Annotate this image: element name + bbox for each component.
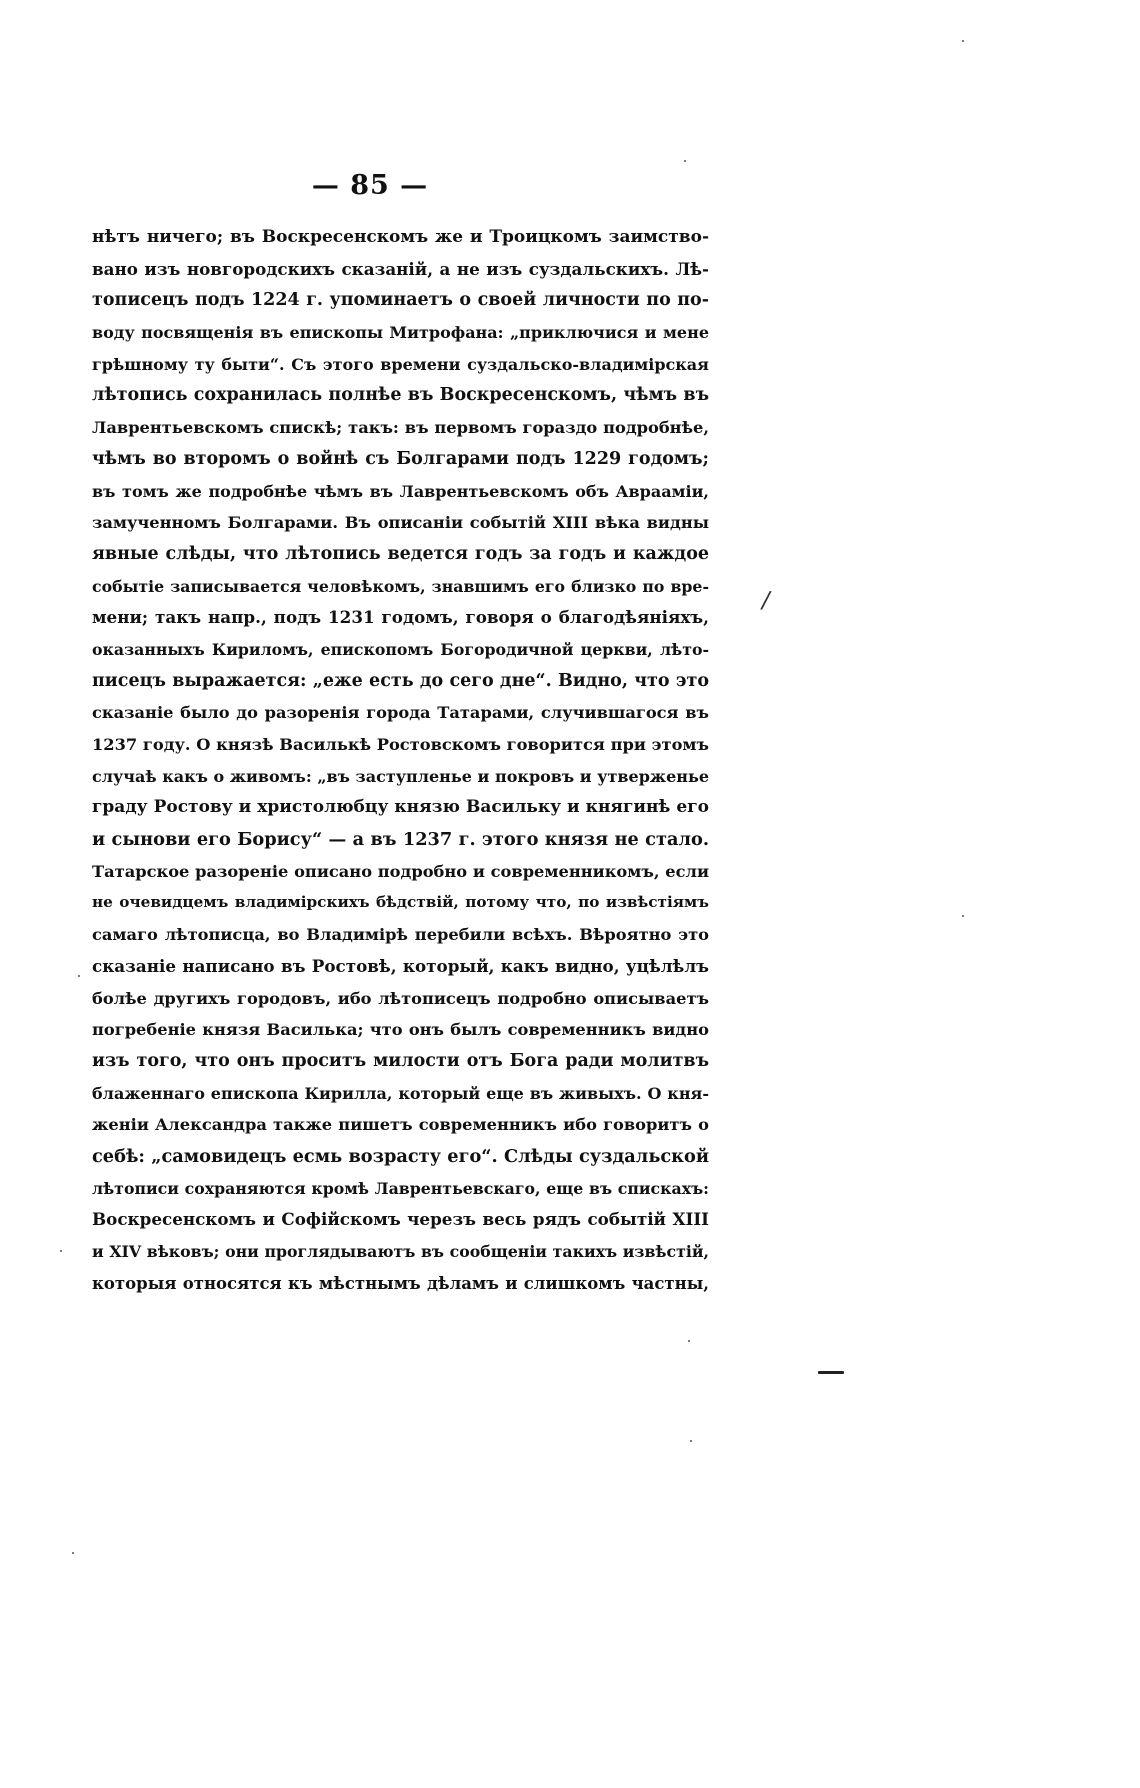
margin-mark: / [759,585,773,615]
text-line: событіе записывается человѣкомъ, знавшимъ его близко по вре- [92,576,709,596]
text-line: воду посвященія въ епископы Митрофана: „приключися и мене [92,323,709,343]
text-line: самаго лѣтописца, во Владимірѣ перебили всѣхъ. Вѣроятно это [92,925,709,945]
margin-dash [818,1371,844,1374]
scan-speck [72,1552,74,1554]
scan-speck [688,1340,690,1342]
text-line: и сынови его Борису“ — а въ 1237 г. этого князя не стало. [92,829,709,851]
text-line: нѣтъ ничего; въ Воскресенскомъ же и Троицкомъ заимство- [92,227,709,247]
text-line: вано изъ новгородскихъ сказаній, а не изъ суздальскихъ. Лѣ- [92,258,709,279]
body-text [92,222,709,1299]
text-line: писецъ выражается: „еже есть до сего дне“. Видно, что это [92,670,709,691]
text-line: Лаврентьевскомъ спискѣ; такъ: въ первомъ гораздо подробнѣе, [92,418,709,438]
text-line: болѣе другихъ городовъ, ибо лѣтописецъ подробно описываетъ [92,988,709,1008]
text-line: и XIV вѣковъ; они проглядываютъ въ сообщеніи такихъ извѣстій, [92,1242,709,1261]
text-line: Воскресенскомъ и Софійскомъ черезъ весь рядъ событій XIII [92,1209,709,1230]
scan-speck [690,1440,692,1442]
text-line: замученномъ Болгарами. Въ описаніи событій XIII вѣка видны [92,513,709,533]
text-line: женіи Александра также пишетъ современникъ ибо говоритъ о [92,1115,709,1135]
text-line: Татарское разореніе описано подробно и современникомъ, если [92,861,709,881]
text-line: которыя относятся къ мѣстнымъ дѣламъ и слишкомъ частны, [92,1273,709,1293]
text-line: лѣтопись сохранилась полнѣе въ Воскресенскомъ, чѣмъ въ [92,385,709,406]
scan-speck [60,1250,62,1252]
scan-speck [962,40,964,42]
text-line: мени; такъ напр., подъ 1231 годомъ, говоря о благодѣяніяхъ, [92,607,709,628]
text-line: изъ того, что онъ проситъ милости отъ Бога ради молитвъ [92,1050,709,1071]
text-line: сказаніе написано въ Ростовѣ, который, какъ видно, уцѣлѣлъ [92,955,709,976]
text-line: 1237 году. О князѣ Василькѣ Ростовскомъ говорится при этомъ [92,735,709,754]
text-line: чѣмъ во второмъ о войнѣ съ Болгарами подъ 1229 годомъ; [92,448,709,469]
text-line: случаѣ какъ о живомъ: „въ заступленье и покровъ и утверженье [92,766,709,786]
text-line: явные слѣды, что лѣтопись ведется годъ за годъ и каждое [92,543,709,564]
text-line: грѣшному ту быти“. Съ этого времени суздальско-владимірская [92,354,709,374]
text-line: себѣ: „самовидецъ есмь возрасту его“. Слѣды суздальской [92,1145,709,1167]
scan-speck [962,915,964,917]
text-line: въ томъ же подробнѣе чѣмъ въ Лаврентьевскомъ объ Авраамiи, [92,481,709,501]
scan-speck [78,975,80,977]
page-number: — 85 — [311,170,429,201]
text-line: лѣтописи сохраняются кромѣ Лаврентьевскаго, еще въ спискахъ: [92,1178,709,1198]
text-line: не очевидцемъ владимірскихъ бѣдствій, потому что, по извѣстіямъ [92,893,709,912]
text-line: блаженнаго епископа Кирилла, который еще въ живыхъ. О кня- [92,1083,709,1103]
text-line: граду Ростову и христолюбцу князю Васильку и княгинѣ его [92,797,709,818]
text-line: погребеніе князя Василька; что онъ былъ современникъ видно [92,1020,709,1040]
text-line: тописецъ подъ 1224 г. упоминаетъ о своей личности по по- [92,290,709,311]
text-line: оказанныхъ Кириломъ, епископомъ Богородичной церкви, лѣто- [92,639,709,659]
scan-speck [684,160,686,162]
text-line: сказаніе было до разоренія города Татарами, случившагося въ [92,703,709,723]
